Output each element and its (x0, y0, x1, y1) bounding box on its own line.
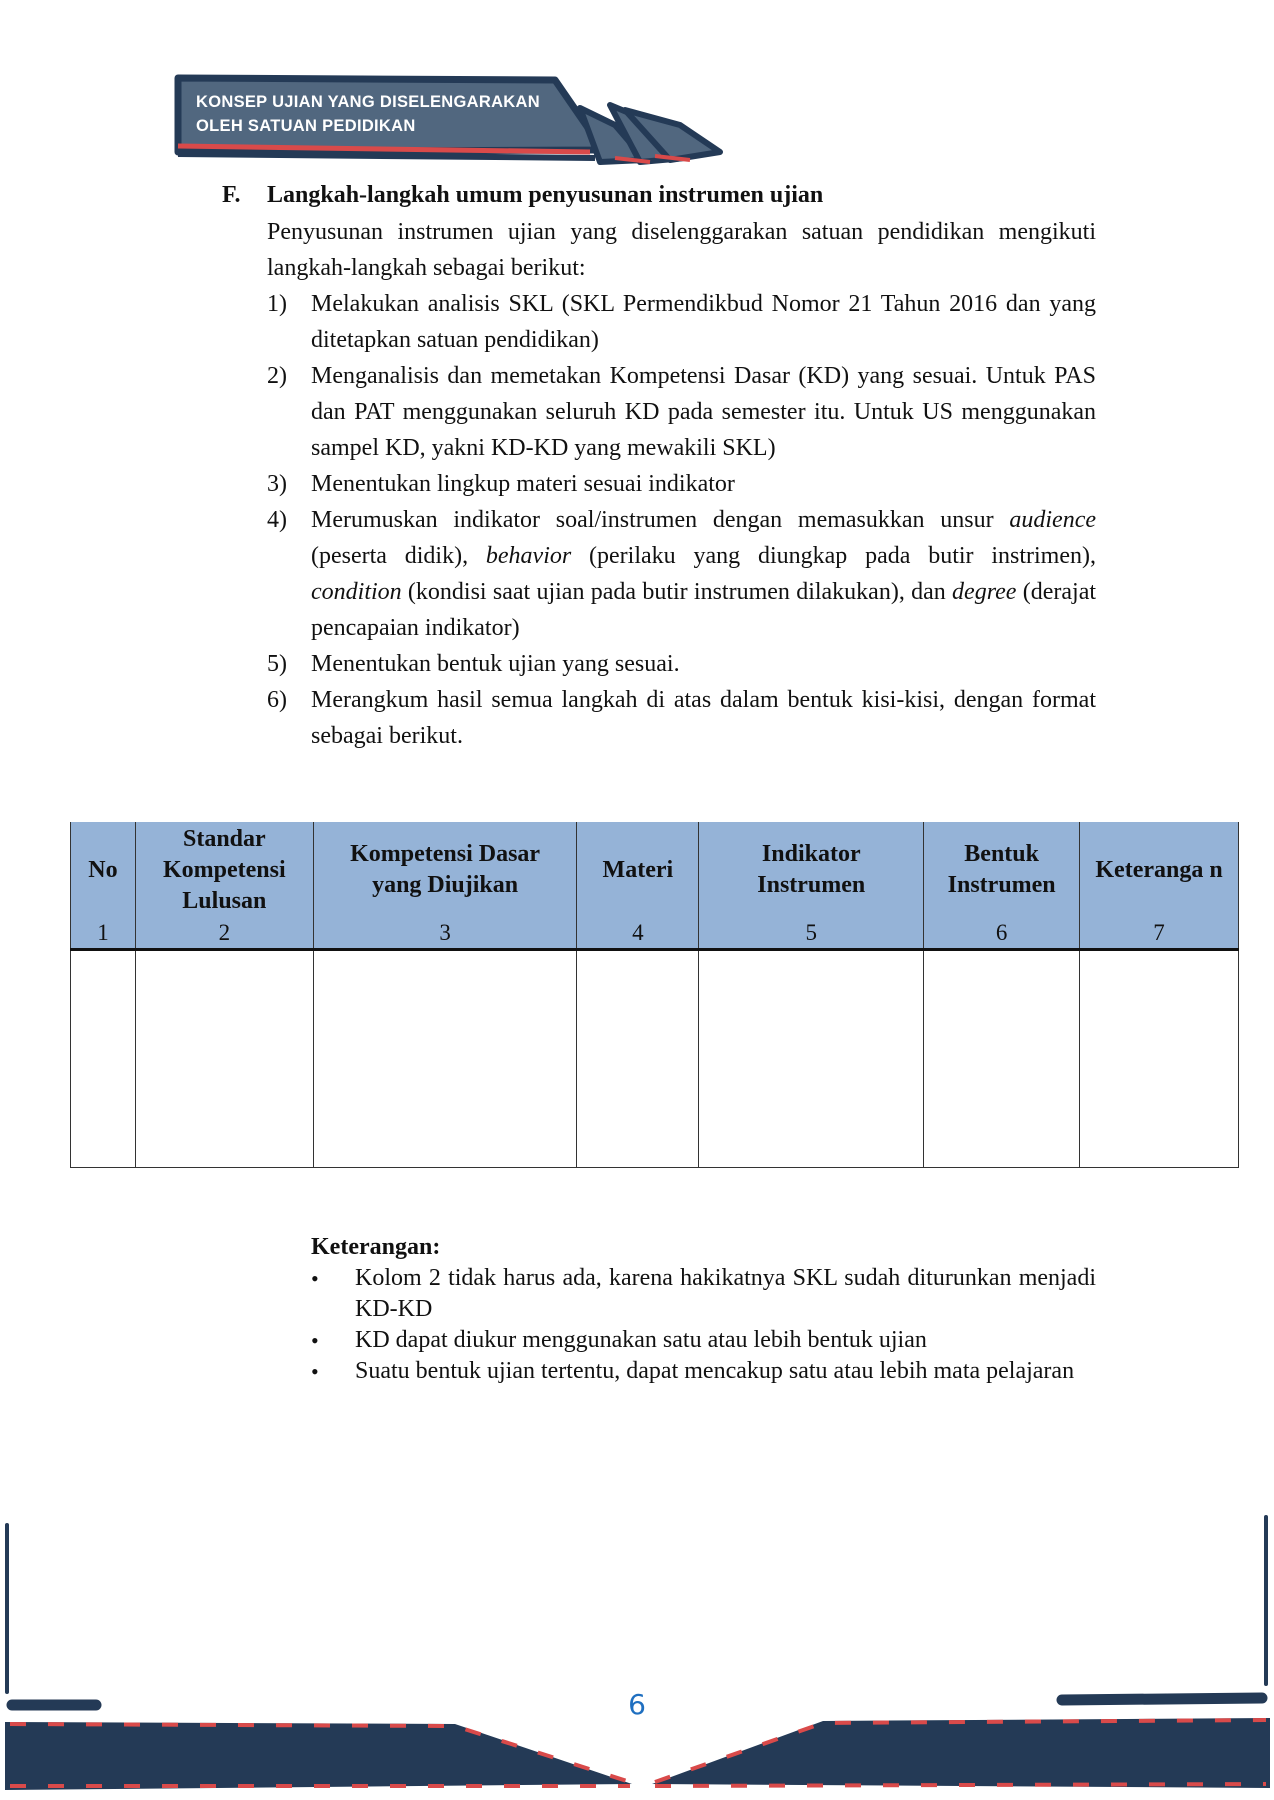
item-text: (derajat pencapaian indikator) (311, 579, 1097, 641)
section-heading (222, 182, 824, 209)
term-condition: condition (311, 579, 402, 605)
item-text: Menganalisis dan memetakan Kompetensi Dasar (KD) yang sesuai. Untuk PAS dan PAT menggunakan seluruh KD pada semester itu. Untuk US menggunakan sampel KD, yakni KD-KD yang mewakili SKL) (311, 363, 1096, 461)
list-item: • Kolom 2 tidak harus ada, karena hakikatnya SKL sudah diturunkan menjadi KD-KD (311, 1263, 1096, 1325)
page-number: 6 (628, 1688, 646, 1721)
column-number: 2 (135, 918, 313, 949)
term-audience: audience (1009, 507, 1096, 533)
list-item (267, 502, 1096, 646)
column-number: 5 (699, 918, 924, 949)
kisi-kisi-table (70, 822, 1239, 1168)
notes-list (311, 1263, 1096, 1387)
section-title: Langkah-langkah umum penyusunan instrumen ujian (267, 182, 824, 208)
column-header: Materi (577, 822, 699, 918)
section-letter: F. (222, 182, 241, 208)
section-body (267, 214, 1096, 754)
list-item (267, 358, 1096, 466)
term-degree: degree (952, 579, 1017, 605)
list-item (267, 466, 1096, 502)
banner-line-1: KONSEP UJIAN YANG DISELENGARAKAN (196, 93, 540, 111)
item-number: 3) (267, 471, 287, 497)
item-number: 6) (267, 687, 287, 713)
steps-list (267, 286, 1096, 754)
column-header: Indikator Instrumen (699, 822, 924, 918)
notes-title: Keterangan: (311, 1234, 441, 1260)
notes (311, 1232, 1096, 1387)
item-text: Menentukan lingkup materi sesuai indikator (311, 471, 735, 497)
banner-title (196, 90, 540, 138)
list-item (267, 286, 1096, 358)
item-text: (perilaku yang diungkap pada butir instrimen), (571, 543, 1096, 569)
column-header: Keteranga n (1080, 822, 1239, 918)
item-text: Merangkum hasil semua langkah di atas dalam bentuk kisi-kisi, dengan format sebagai berikut. (311, 687, 1096, 749)
table-cell (313, 949, 577, 1167)
table-cell (577, 949, 699, 1167)
item-number: 2) (267, 363, 287, 389)
column-number-row (71, 918, 1239, 949)
item-text: Menentukan bentuk ujian yang sesuai. (311, 651, 680, 677)
item-number: 5) (267, 651, 287, 677)
item-text: Melakukan analisis SKL (SKL Permendikbud Nomor 21 Tahun 2016 dan yang ditetapkan satuan pendidikan) (311, 291, 1096, 353)
list-item: • KD dapat diukur menggunakan satu atau lebih bentuk ujian (311, 1325, 1096, 1356)
column-header: Standar Kompetensi Lulusan (135, 822, 313, 918)
item-number: 1) (267, 291, 287, 317)
table-row (71, 949, 1239, 1167)
term-behavior: behavior (485, 543, 572, 569)
column-number: 1 (71, 918, 136, 949)
item-text: (peserta didik), (311, 543, 486, 569)
column-header: Bentuk Instrumen (924, 822, 1080, 918)
item-text: Merumuskan indikator soal/instrumen dengan memasukkan unsur (311, 507, 1010, 533)
intro-paragraph: Penyusunan instrumen ujian yang diselenggarakan satuan pendidikan mengikuti langkah-langkah sebagai berikut: (267, 219, 1096, 281)
column-number: 6 (924, 918, 1080, 949)
footer-frame (0, 1500, 1274, 1800)
table-cell (924, 949, 1080, 1167)
table-header-row (71, 822, 1239, 918)
column-header: Kompetensi Dasar yang Diujikan (313, 822, 577, 918)
table-cell (699, 949, 924, 1167)
item-text: (kondisi saat ujian pada butir instrumen dilakukan), dan (401, 579, 953, 605)
table-cell (1080, 949, 1239, 1167)
column-header: No (71, 822, 136, 918)
table-cell (135, 949, 313, 1167)
table-cell (71, 949, 136, 1167)
column-number: 4 (577, 918, 699, 949)
column-number: 3 (313, 918, 577, 949)
list-item (267, 646, 1096, 682)
list-item: • Suatu bentuk ujian tertentu, dapat mencakup satu atau lebih mata pelajaran (311, 1356, 1096, 1387)
banner-line-2: OLEH SATUAN PEDIDIKAN (196, 117, 416, 135)
item-number: 4) (267, 507, 287, 533)
list-item (267, 682, 1096, 754)
column-number: 7 (1080, 918, 1239, 949)
